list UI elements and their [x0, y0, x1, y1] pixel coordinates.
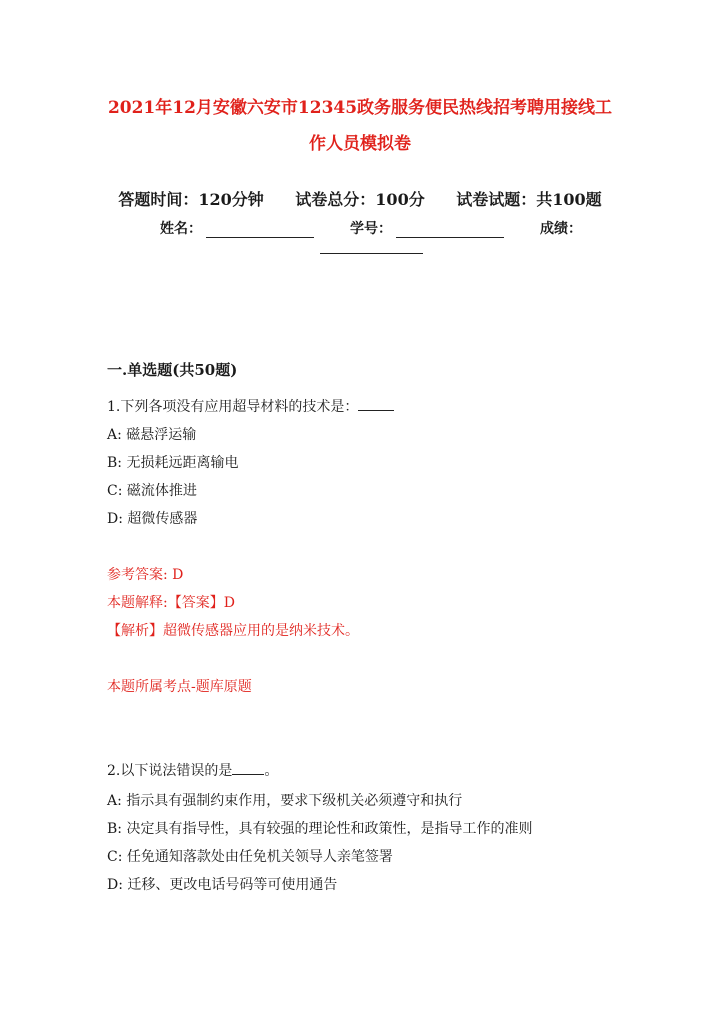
- question-2-option-b[interactable]: B: 决定具有指导性，具有较强的理论性和政策性，是指导工作的准则: [107, 821, 533, 837]
- question-1-option-b[interactable]: B: 无损耗远距离输电: [107, 455, 239, 471]
- question-1-analysis: 【解析】超微传感器应用的是纳米技术。: [107, 623, 359, 639]
- exam-total-questions: 试卷试题：共100题: [456, 190, 602, 209]
- name-label: 姓名：: [160, 221, 202, 237]
- exam-title-line2: 作人员模拟卷: [309, 134, 411, 154]
- exam-title-line1: 2021年12月安徽六安市12345政务服务便民热线招考聘用接线工: [107, 98, 613, 118]
- question-1-stem: [107, 396, 394, 416]
- exam-time: 答题时间：120分钟: [118, 190, 264, 209]
- answer-blank: [358, 398, 394, 411]
- section-title: 一.单选题(共50题): [107, 361, 238, 379]
- student-id-field[interactable]: [350, 218, 504, 238]
- question-2-option-a[interactable]: A: 指示具有强制约束作用，要求下级机关必须遵守和执行: [107, 793, 463, 809]
- question-1-answer: 参考答案: D: [107, 567, 184, 583]
- student-id-blank[interactable]: [396, 223, 504, 238]
- student-id-label: 学号：: [350, 221, 392, 237]
- question-2-text: 2.以下说法错误的是: [107, 763, 233, 779]
- question-1-option-a[interactable]: A: 磁悬浮运输: [107, 427, 197, 443]
- name-blank[interactable]: [206, 223, 314, 238]
- question-2-option-d[interactable]: D: 迁移、更改电话号码等可使用通告: [107, 877, 338, 893]
- question-1-option-c[interactable]: C: 磁流体推进: [107, 483, 197, 499]
- question-2-stem: [107, 760, 278, 780]
- name-field[interactable]: [160, 218, 314, 238]
- question-2-suffix: 。: [264, 763, 279, 779]
- exam-info: [0, 187, 720, 210]
- question-1-explanation: 本题解释:【答案】D: [107, 595, 235, 611]
- score-field: [540, 218, 582, 238]
- question-2-option-c[interactable]: C: 任免通知落款处由任免机关领导人亲笔签署: [107, 849, 393, 865]
- exam-total-score: 试卷总分：100分: [295, 190, 425, 209]
- score-label: 成绩：: [540, 221, 582, 237]
- question-1-text: 1.下列各项没有应用超导材料的技术是：: [107, 399, 359, 415]
- question-1-option-d[interactable]: D: 超微传感器: [107, 511, 198, 527]
- question-1-source: 本题所属考点-题库原题: [107, 679, 252, 695]
- answer-blank: [232, 762, 264, 775]
- score-blank[interactable]: [320, 253, 423, 254]
